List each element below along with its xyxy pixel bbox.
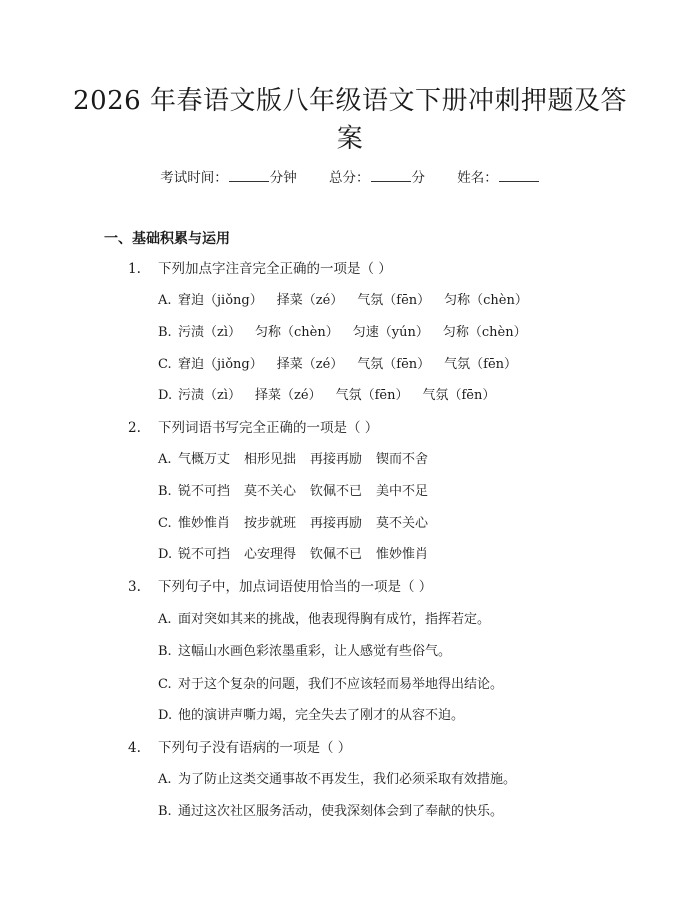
option-letter: C.: [158, 516, 172, 531]
question-2: [128, 418, 378, 438]
option-item: 择菜（zé）: [276, 293, 344, 308]
option-item: 莫不关心: [244, 484, 297, 499]
question-2-option-b[interactable]: [158, 482, 442, 502]
option-item: 匀称（chèn）: [444, 293, 528, 308]
question-3: [128, 577, 432, 597]
total-score-label: 总分：: [329, 170, 370, 186]
question-stem: 下列句子没有语病的一项是（ ）: [158, 740, 352, 756]
option-text: 他的演讲声嘶力竭，完全失去了刚才的从容不迫。: [178, 708, 465, 723]
option-item: 惟妙惟肖: [178, 516, 231, 531]
option-text: 这幅山水画色彩浓墨重彩，让人感觉有些俗气。: [178, 644, 452, 659]
option-letter: D.: [158, 547, 173, 562]
question-number: 3.: [128, 579, 141, 595]
option-letter: B.: [158, 325, 172, 340]
option-item: 污渍（zì）: [178, 325, 242, 340]
question-1-option-c[interactable]: [158, 355, 531, 375]
question-3-option-a[interactable]: [158, 610, 490, 630]
option-letter: A.: [158, 612, 172, 627]
question-2-option-c[interactable]: [158, 514, 442, 534]
option-item: 心安理得: [244, 547, 297, 562]
option-text: 为了防止这类交通事故不再发生，我们必须采取有效措施。: [178, 772, 517, 787]
total-score-field: [329, 170, 429, 186]
question-number: 4.: [128, 740, 141, 756]
exam-time-unit: 分钟: [269, 170, 297, 186]
option-item: 匀称（chèn）: [442, 325, 527, 340]
option-item: 美中不足: [376, 484, 429, 499]
option-letter: B.: [158, 804, 172, 819]
exam-time-field: [160, 170, 301, 186]
option-item: 钦佩不已: [310, 547, 363, 562]
option-item: 气氛（fēn）: [335, 388, 409, 403]
question-stem: 下列词语书写完全正确的一项是（ ）: [158, 420, 379, 436]
option-item: 污渍（zì）: [178, 388, 242, 403]
total-score-unit: 分: [411, 170, 425, 186]
option-letter: A.: [158, 772, 172, 787]
option-item: 择菜（zé）: [255, 388, 322, 403]
option-letter: D.: [158, 388, 173, 403]
student-name-label: 姓名：: [457, 170, 498, 186]
question-4-option-a[interactable]: [158, 770, 516, 790]
exam-info-line: [0, 167, 700, 188]
section-heading: 一、基础积累与运用: [104, 231, 230, 247]
question-1-option-b[interactable]: [158, 323, 541, 343]
option-item: 莫不关心: [376, 516, 429, 531]
option-item: 锐不可挡: [178, 547, 231, 562]
exam-time-blank[interactable]: [229, 167, 269, 182]
option-item: 匀称（chèn）: [255, 325, 339, 340]
question-2-option-a[interactable]: [158, 450, 442, 470]
option-item: 再接再励: [310, 516, 363, 531]
student-name-blank[interactable]: [499, 167, 539, 182]
option-item: 再接再励: [310, 452, 363, 467]
option-item: 气氛（fēn）: [422, 388, 496, 403]
option-item: 窘迫（jiǒng）: [178, 357, 263, 372]
question-4-option-b[interactable]: [158, 802, 503, 822]
option-text: 通过这次社区服务活动，使我深刻体会到了奉献的快乐。: [178, 804, 504, 819]
option-item: 按步就班: [244, 516, 297, 531]
option-letter: A.: [158, 452, 172, 467]
question-1: [128, 259, 392, 279]
option-item: 锐不可挡: [178, 484, 231, 499]
option-item: 惟妙惟肖: [376, 547, 429, 562]
option-item: 择菜（zé）: [276, 357, 344, 372]
option-letter: B.: [158, 484, 172, 499]
option-letter: B.: [158, 644, 172, 659]
question-3-option-c[interactable]: [158, 675, 503, 695]
option-item: 锲而不舍: [376, 452, 429, 467]
option-letter: A.: [158, 293, 172, 308]
question-stem: 下列加点字注音完全正确的一项是（ ）: [158, 261, 392, 277]
option-item: 气概万丈: [178, 452, 231, 467]
option-item: 钦佩不已: [310, 484, 363, 499]
question-3-option-d[interactable]: [158, 706, 464, 726]
question-2-option-d[interactable]: [158, 545, 442, 565]
student-name-field: [457, 170, 540, 186]
option-item: 气氛（fēn）: [357, 357, 431, 372]
option-letter: C.: [158, 677, 172, 692]
option-letter: D.: [158, 708, 173, 723]
question-1-option-a[interactable]: [158, 291, 542, 311]
question-4: [128, 738, 351, 758]
question-1-option-d[interactable]: [158, 386, 509, 406]
option-text: 对于这个复杂的问题，我们不应该轻而易举地得出结论。: [178, 677, 504, 692]
option-item: 气氛（fēn）: [357, 293, 431, 308]
option-text: 面对突如其来的挑战，他表现得胸有成竹，指挥若定。: [178, 612, 491, 627]
option-item: 匀速（yún）: [352, 325, 429, 340]
option-item: 窘迫（jiǒng）: [178, 293, 263, 308]
question-stem: 下列句子中，加点词语使用恰当的一项是（ ）: [158, 579, 433, 595]
page-title: 2026 年春语文版八年级语文下册冲刺押题及答案: [73, 86, 627, 154]
question-3-option-b[interactable]: [158, 642, 451, 662]
question-number: 1.: [128, 261, 141, 277]
option-item: 气氛（fēn）: [444, 357, 518, 372]
total-score-blank[interactable]: [371, 167, 411, 182]
option-item: 相形见拙: [244, 452, 297, 467]
option-letter: C.: [158, 357, 172, 372]
question-number: 2.: [128, 420, 141, 436]
exam-time-label: 考试时间：: [160, 170, 228, 186]
